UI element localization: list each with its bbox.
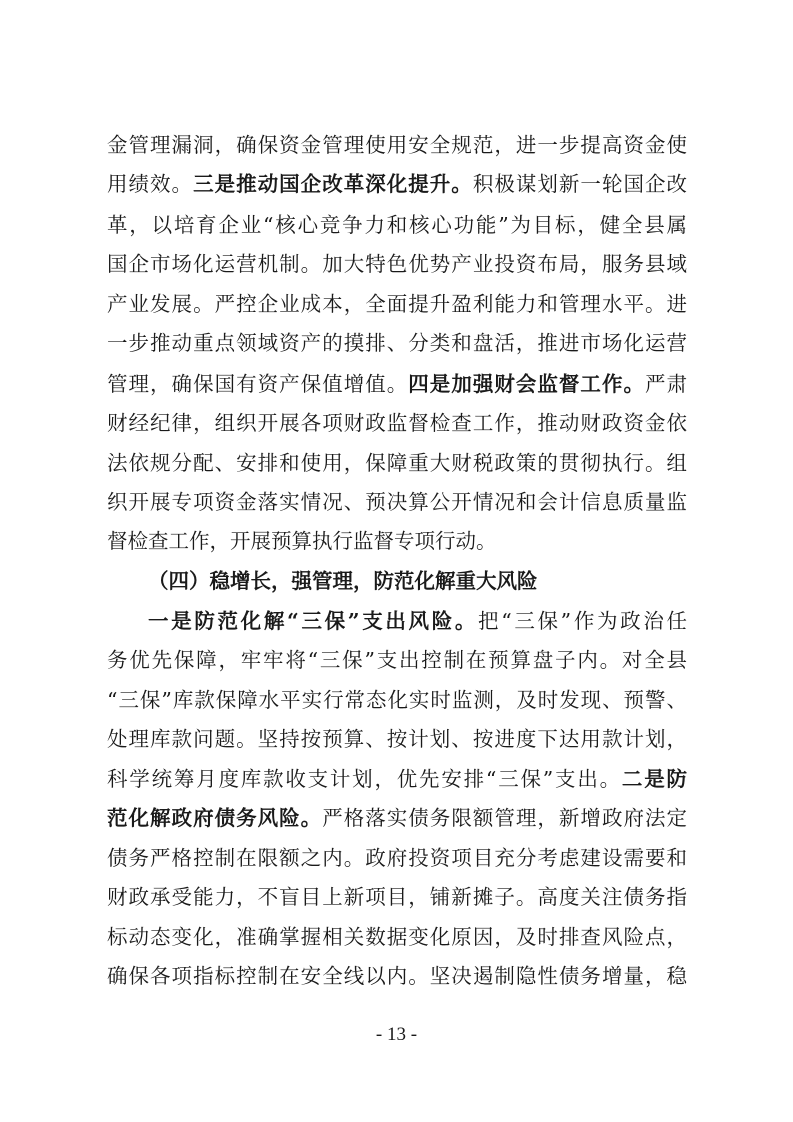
text-line <box>107 445 687 481</box>
text-line <box>107 642 687 678</box>
bold-phrase: 四是加强财会监督工作。 <box>408 372 645 396</box>
text-line <box>107 325 687 361</box>
text-segment: 财经纪律，组织开展各项财政监督检查工作，推动财政资金依 <box>107 411 687 435</box>
text-line <box>107 840 687 876</box>
text-segment: 一步推动重点领域资产的摸排、分类和盘活，推进市场化运营 <box>107 331 687 355</box>
text-segment: 国企市场化运营机制。加大特色优势产业投资布局，服务县域 <box>107 252 687 276</box>
text-segment: 务优先保障，牢牢将“三保”支出控制在预算盘子内。对全县 <box>107 648 687 672</box>
text-segment: 债务严格控制在限额之内。政府投资项目充分考虑建设需要和 <box>107 846 687 870</box>
text-segment: “三保”库款保障水平实行常态化实时监测，及时发现、预警、 <box>107 688 687 712</box>
text-line <box>107 523 687 559</box>
text-segment: 把“三保”作为政治任 <box>478 609 687 633</box>
text-segment: 管理，确保国有资产保值增值。 <box>107 372 409 396</box>
text-segment: 织开展专项资金落实情况、预决算公开情况和会计信息质量监 <box>107 490 687 514</box>
text-segment: 科学统筹月度库款收支计划，优先安排“三保”支出。 <box>107 767 622 791</box>
text-line <box>107 127 687 163</box>
text-segment: 严格落实债务限额管理，新增政府法定 <box>322 806 688 830</box>
bold-phrase: （四）稳增长，强管理，防范化解重大风险 <box>148 569 538 593</box>
text-line <box>107 919 687 955</box>
text-segment: 金管理漏洞，确保资金管理使用安全规范，进一步提高资金使 <box>107 133 687 157</box>
text-line <box>107 721 687 757</box>
page-number: - 13 - <box>375 1024 418 1045</box>
text-segment: 财政承受能力，不盲目上新项目，铺新摊子。高度关注债务指 <box>107 885 687 909</box>
text-segment: 产业发展。严控企业成本，全面提升盈利能力和管理水平。进 <box>107 292 687 316</box>
text-line <box>107 682 687 718</box>
text-line <box>107 800 687 836</box>
text-line <box>107 246 687 282</box>
text-segment: 法依规分配、安排和使用，保障重大财税政策的贯彻执行。组 <box>107 451 687 475</box>
text-segment: 严肃 <box>645 372 688 396</box>
text-segment: 用绩效。 <box>107 172 194 196</box>
text-line <box>107 879 687 915</box>
text-line <box>107 366 687 402</box>
text-line <box>107 958 687 994</box>
text-segment: 标动态变化，准确掌握相关数据变化原因，及时排查风险点， <box>107 925 687 949</box>
text-segment: 革，以培育企业“核心竞争力和核心功能”为目标，健全县属 <box>107 213 687 237</box>
text-line <box>107 166 687 202</box>
bold-phrase: 范化解政府债务风险。 <box>107 806 323 830</box>
text-segment: 确保各项指标控制在安全线以内。坚决遏制隐性债务增量，稳 <box>107 964 687 988</box>
section-heading <box>148 563 687 599</box>
text-line <box>107 761 687 797</box>
text-line <box>107 286 687 322</box>
text-segment: 督检查工作，开展预算执行监督专项行动。 <box>107 529 497 553</box>
text-line <box>107 405 687 441</box>
text-segment: 处理库款问题。坚持按预算、按计划、按进度下达用款计划， <box>107 727 687 751</box>
text-line <box>107 207 687 243</box>
text-line <box>148 603 687 639</box>
bold-phrase: 一是防范化解“三保”支出风险。 <box>148 609 479 633</box>
text-segment: 积极谋划新一轮国企改 <box>472 172 688 196</box>
bold-phrase: 三是推动国企改革深化提升。 <box>193 172 473 196</box>
bold-phrase: 二是防 <box>621 767 688 791</box>
text-line <box>107 484 687 520</box>
